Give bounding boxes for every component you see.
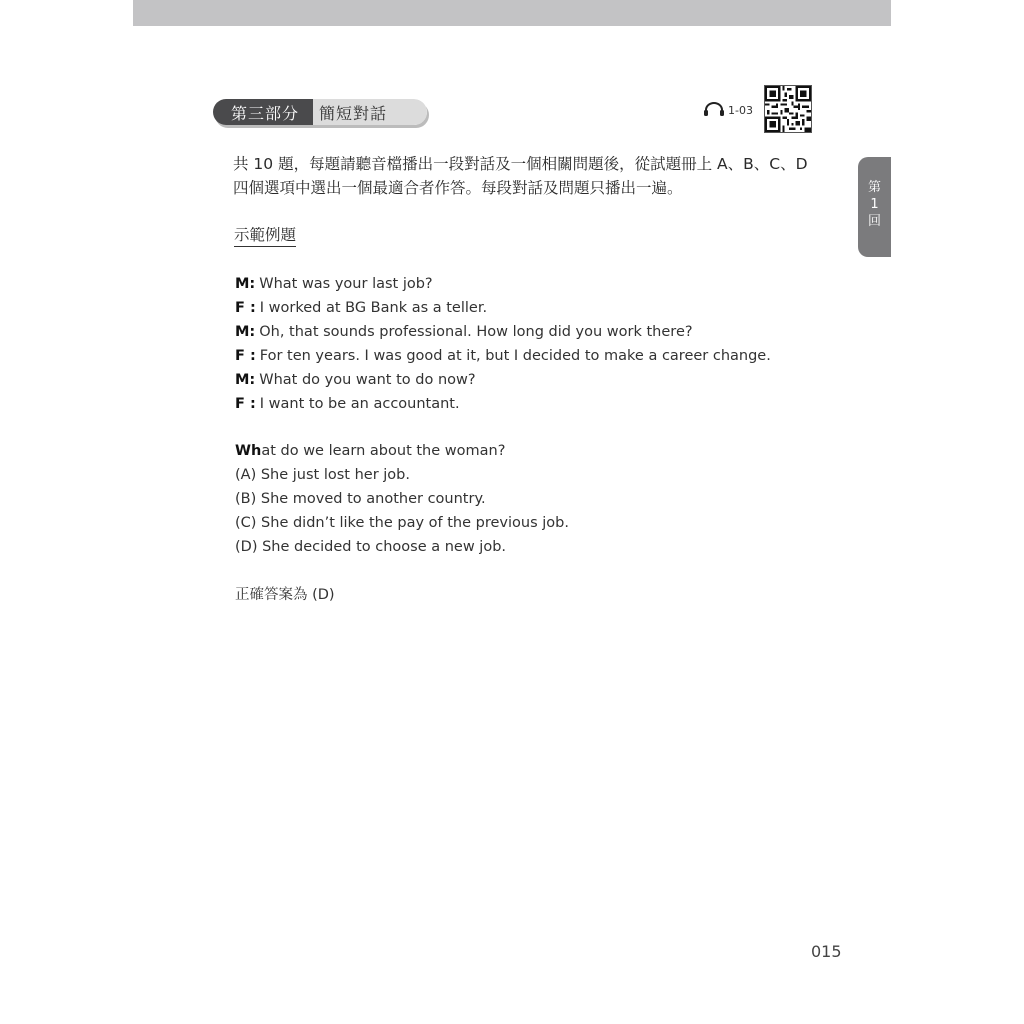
dialogue-line [235, 296, 771, 320]
correct-answer: 正確答案為 (D) [235, 587, 335, 603]
dialogue-text: Oh, that sounds professional. How long did you work there? [259, 324, 693, 340]
qr-code-icon[interactable] [764, 85, 812, 133]
audio-track-number: 1-03 [728, 104, 753, 117]
side-tab-char: 回 [867, 214, 881, 229]
question-rest: at do we learn about the woman? [261, 443, 506, 459]
speaker-label: F : [235, 348, 256, 364]
audio-reference[interactable] [703, 101, 753, 120]
chapter-side-tab [858, 157, 891, 257]
option-c: (C) She didn’t like the pay of the previous job. [235, 515, 569, 531]
dialogue-text: I want to be an accountant. [259, 396, 460, 412]
topic-label: 簡短對話 [313, 99, 427, 125]
question-text [235, 439, 569, 463]
dialogue-text: What do you want to do now? [259, 372, 476, 388]
dialogue-text: I worked at BG Bank as a teller. [259, 300, 488, 316]
side-tab-char: 第 [867, 180, 881, 195]
dialogue [235, 272, 771, 416]
dialogue-line [235, 272, 771, 296]
speaker-label: M: [235, 372, 256, 388]
speaker-label: M: [235, 276, 256, 292]
dialogue-line [235, 392, 771, 416]
dialogue-line [235, 368, 771, 392]
section-header [213, 99, 423, 127]
headphones-icon [703, 101, 725, 120]
top-bar [133, 0, 891, 26]
speaker-label: M: [235, 324, 256, 340]
dialogue-text: For ten years. I was good at it, but I decided to make a career change. [259, 348, 771, 364]
instructions-line: 四個選項中選出一個最適合者作答。每段對話及問題只播出一遍。 [233, 179, 683, 197]
option-b: (B) She moved to another country. [235, 491, 486, 507]
dialogue-text: What was your last job? [259, 276, 433, 292]
speaker-label: F : [235, 396, 256, 412]
dialogue-line [235, 320, 771, 344]
page-number: 015 [811, 942, 842, 961]
dialogue-line [235, 344, 771, 368]
question-block [235, 439, 569, 559]
question-lead: Wh [235, 443, 262, 459]
section-header-pill [213, 99, 427, 125]
part-label: 第三部分 [213, 99, 313, 125]
side-tab-char: 1 [870, 197, 879, 212]
option-d: (D) She decided to choose a new job. [235, 539, 507, 555]
instructions [233, 152, 823, 200]
instructions-line: 共 10 題，每題請聽音檔播出一段對話及一個相關問題後，從試題冊上 A、B、C、D [233, 155, 808, 173]
example-title: 示範例題 [234, 225, 296, 247]
option-a: (A) She just lost her job. [235, 467, 410, 483]
speaker-label: F : [235, 300, 256, 316]
